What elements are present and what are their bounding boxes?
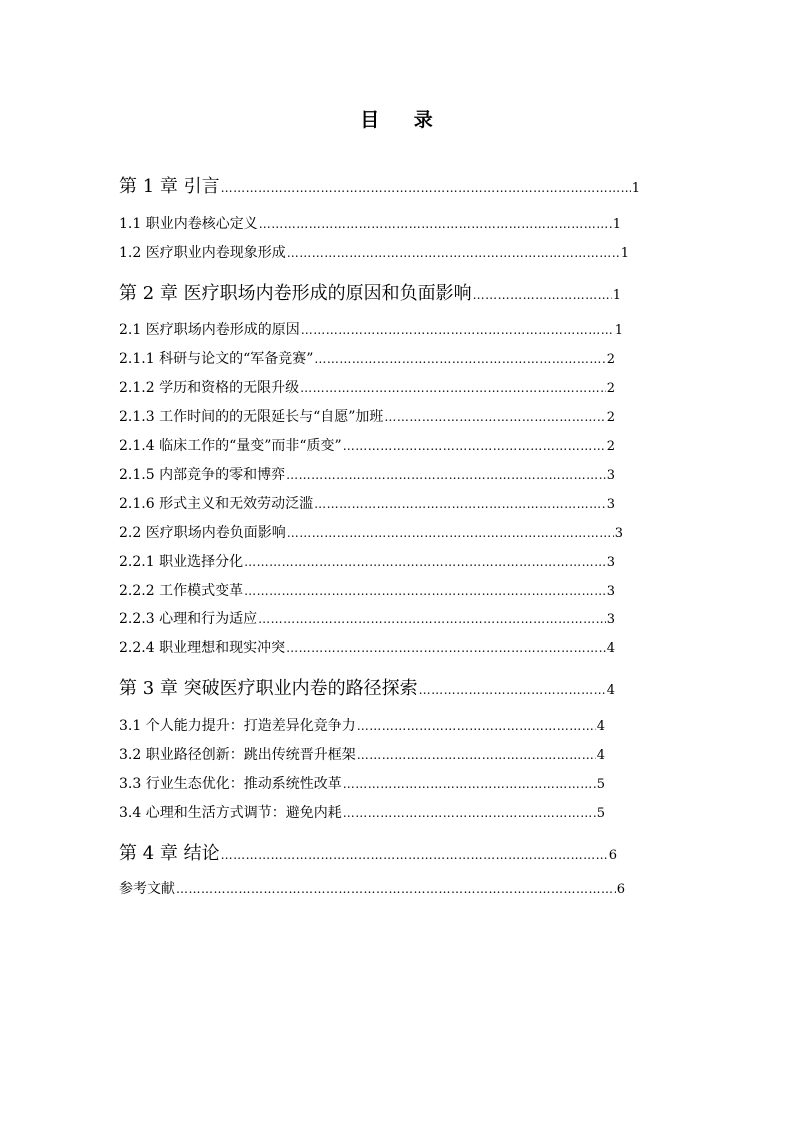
dot-leader <box>314 497 606 511</box>
toc-page-number: 3 <box>606 612 615 627</box>
dot-leader <box>357 748 596 762</box>
toc-entry-2-1-4[interactable] <box>119 435 615 455</box>
toc-entry-text: 3.4 心理和生活方式调节：避免内耗 <box>119 805 342 821</box>
toc-entry-text: 2.1 医疗职场内卷形成的原因 <box>119 322 300 338</box>
dot-leader <box>287 526 614 540</box>
dot-leader <box>259 217 612 231</box>
dot-leader <box>221 848 608 862</box>
toc-entry-chapter-4[interactable] <box>119 839 617 865</box>
toc-entry-text: 参考文献 <box>119 881 175 897</box>
toc-page-number: 5 <box>596 806 605 821</box>
dot-leader <box>384 410 605 424</box>
toc-entry-text: 2.1.2 学历和资格的无限升级 <box>119 380 300 396</box>
toc-entry-chapter-3[interactable] <box>119 674 615 700</box>
toc-entry-text: 第 3 章 突破医疗职业内卷的路径探索 <box>119 678 418 699</box>
toc-page-number: 1 <box>612 217 621 232</box>
toc-entry-references[interactable] <box>119 878 625 898</box>
dot-leader <box>176 882 616 896</box>
page-title: 目 录 <box>360 109 447 131</box>
toc-entry-2-2-4[interactable] <box>119 637 615 657</box>
toc-page-number: 2 <box>606 410 615 425</box>
toc-entry-text: 2.1.1 科研与论文的“军备竞赛” <box>119 351 314 367</box>
toc-page-number: 5 <box>596 777 605 792</box>
toc-page-number: 2 <box>606 381 615 396</box>
toc-entry-text: 2.1.5 内部竞争的零和博弈 <box>119 467 286 483</box>
toc-page-number: 2 <box>606 439 615 454</box>
toc-entry-2-1-2[interactable] <box>119 377 615 397</box>
toc-entry-3-3[interactable] <box>119 773 605 793</box>
toc-entry-text: 1.2 医疗职业内卷现象形成 <box>119 245 286 261</box>
toc-page-number: 6 <box>608 848 617 863</box>
toc-entry-text: 2.1.6 形式主义和无效劳动泛滥 <box>119 496 314 512</box>
dot-leader <box>419 683 606 697</box>
toc-entry-2-2-3[interactable] <box>119 608 615 628</box>
dot-leader <box>343 806 596 820</box>
toc-page-number: 4 <box>596 719 605 734</box>
toc-entry-chapter-1[interactable] <box>119 172 640 198</box>
toc-entry-text: 2.2.1 职业选择分化 <box>119 554 244 570</box>
dot-leader <box>301 323 614 337</box>
toc-entry-2-1[interactable] <box>119 319 623 339</box>
toc-entry-text: 3.2 职业路径创新：跳出传统晋升框架 <box>119 747 356 763</box>
toc-page-number: 2 <box>606 352 615 367</box>
dot-leader <box>343 777 596 791</box>
toc-entry-text: 2.1.4 临床工作的“量变”而非“质变” <box>119 438 342 454</box>
toc-entry-1-2[interactable] <box>119 242 629 262</box>
toc-entry-text: 3.3 行业生态优化：推动系统性改革 <box>119 776 342 792</box>
toc-entry-2-1-5[interactable] <box>119 464 615 484</box>
dot-leader <box>221 181 631 195</box>
toc-entry-1-1[interactable] <box>119 213 621 233</box>
toc-entry-2-1-1[interactable] <box>119 348 615 368</box>
toc-page-number: 1 <box>631 181 640 196</box>
dot-leader <box>287 246 620 260</box>
dot-leader <box>286 468 606 482</box>
toc-page-number: 3 <box>606 555 615 570</box>
toc-page-number: 4 <box>606 641 615 656</box>
toc-page-number: 4 <box>596 748 605 763</box>
toc-page-number: 3 <box>606 468 615 483</box>
toc-entry-text: 第 4 章 结论 <box>119 843 220 864</box>
toc-page-number: 1 <box>620 246 629 261</box>
toc-page-number: 3 <box>614 526 623 541</box>
toc-entry-text: 2.2.3 心理和行为适应 <box>119 611 258 627</box>
toc-entry-text: 1.1 职业内卷核心定义 <box>119 216 258 232</box>
dot-leader <box>258 612 606 626</box>
toc-entry-text: 2.1.3 工作时间的的无限延长与“自愿”加班 <box>119 409 384 425</box>
dot-leader <box>286 641 606 655</box>
toc-entry-text: 2.2.2 工作模式变革 <box>119 583 244 599</box>
toc-entry-3-4[interactable] <box>119 802 605 822</box>
toc-page-number: 3 <box>606 584 615 599</box>
toc-page-number: 1 <box>612 288 621 303</box>
toc-entry-text: 2.2 医疗职场内卷负面影响 <box>119 525 286 541</box>
dot-leader <box>314 352 605 366</box>
toc-entry-text: 第 1 章 引言 <box>119 176 220 197</box>
dot-leader <box>244 555 606 569</box>
dot-leader <box>244 584 606 598</box>
dot-leader <box>473 288 612 302</box>
dot-leader <box>300 381 606 395</box>
toc-entry-text: 第 2 章 医疗职场内卷形成的原因和负面影响 <box>119 283 472 304</box>
toc-page-number: 6 <box>616 882 625 897</box>
dot-leader <box>343 439 606 453</box>
toc-entry-2-2[interactable] <box>119 522 623 542</box>
toc-entry-text: 3.1 个人能力提升：打造差异化竞争力 <box>119 718 356 734</box>
toc-entry-2-1-3[interactable] <box>119 406 615 426</box>
toc-page-number: 4 <box>606 683 615 698</box>
toc-entry-2-2-1[interactable] <box>119 551 615 571</box>
toc-page-number: 3 <box>606 497 615 512</box>
toc-entry-3-1[interactable] <box>119 715 605 735</box>
toc-entry-2-2-2[interactable] <box>119 580 615 600</box>
toc-entry-text: 2.2.4 职业理想和现实冲突 <box>119 640 286 656</box>
toc-page-number: 1 <box>614 323 623 338</box>
toc-entry-3-2[interactable] <box>119 744 605 764</box>
dot-leader <box>357 719 596 733</box>
toc-entry-2-1-6[interactable] <box>119 493 615 513</box>
toc-entry-chapter-2[interactable] <box>119 279 621 305</box>
